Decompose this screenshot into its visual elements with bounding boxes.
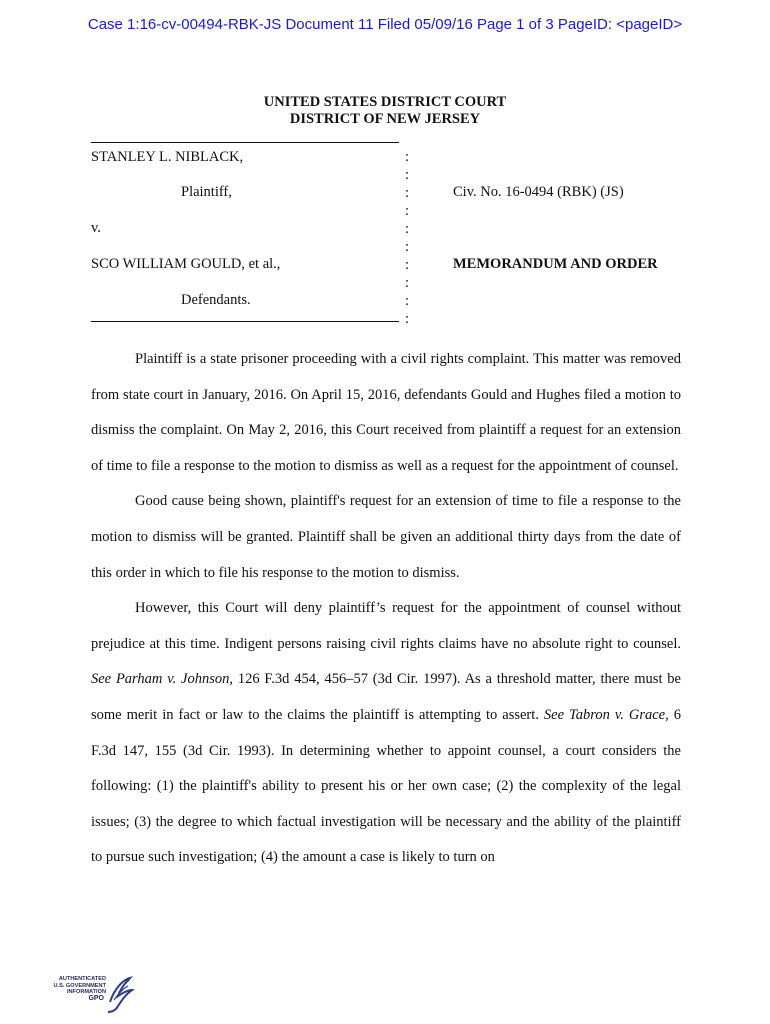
- plaintiff-name: STANLEY L. NIBLACK,: [91, 149, 244, 165]
- gpo-logo-line: INFORMATION: [66, 989, 106, 996]
- plaintiff-role: Plaintiff,: [181, 184, 232, 200]
- case-header: Case 1:16-cv-00494-RBK-JS Document 11 Filed 05/09/16 Page 1 of 3 PageID: <pageID>: [87, 16, 683, 33]
- defendant-name: SCO WILLIAM GOULD, et al.,: [91, 256, 281, 272]
- caption-colon: :: [405, 311, 410, 327]
- document-title: MEMORANDUM AND ORDER: [453, 256, 658, 272]
- gpo-logo-mark: GPO: [88, 994, 104, 1002]
- caption-top-rule: [91, 142, 399, 143]
- caption-colon-column: [405, 148, 415, 328]
- caption-colon: :: [405, 293, 410, 309]
- gpo-logo-line: AUTHENTICATED: [58, 976, 106, 982]
- paragraph-3-text: 6 F.3d 147, 155 (3d Cir. 1993). In determining whether to appoint counsel, a court considers the following: (1) the plaintiff's ability to present his or her own case; (2) the complexity of the legal issues; (3) the degree to which factual investigation will be necessary and the ability of the plaintiff to pursue such investigation; (4) the amount a case is likely to turn on: [91, 706, 682, 866]
- caption-colon: :: [405, 185, 410, 201]
- citation-parham: See Parham v. Johnson,: [91, 671, 233, 688]
- caption-colon: :: [405, 149, 410, 165]
- court-title: [0, 94, 770, 128]
- caption-colon: :: [405, 275, 410, 291]
- gpo-authentication-logo: [44, 972, 134, 1016]
- civil-number: Civ. No. 16-0494 (RBK) (JS): [453, 184, 624, 200]
- versus: v.: [91, 220, 101, 236]
- paragraph-3-text: However, this Court will deny plaintiff’s request for the appointment of counsel without prejudice at this time. Indigent persons raising civil rights claims have no absolute right to counsel.: [91, 600, 681, 652]
- eagle-icon: [44, 972, 134, 1016]
- paragraph-2: Good cause being shown, plaintiff's request for an extension of time to file a response to the motion to dismiss will be granted. Plaintiff shall be given an additional thirty days from the date of this order in which to file his response to the motion to dismiss.: [91, 493, 681, 581]
- defendant-role: Defendants.: [181, 292, 251, 308]
- caption-colon: :: [405, 167, 410, 183]
- caption-colon: :: [405, 257, 410, 273]
- caption-bottom-rule: [91, 321, 399, 322]
- caption-colon: :: [405, 221, 410, 237]
- memorandum-body: [91, 342, 681, 876]
- paragraph-3-text: 126 F.3d 454, 456–57 (3d Cir. 1997). As a threshold matter, there must be some merit in fact or law to the claims the plaintiff is attempting to assert.: [91, 671, 681, 723]
- paragraph-3: [91, 591, 681, 876]
- paragraph-1: Plaintiff is a state prisoner proceeding with a civil rights complaint. This matter was removed from state court in January, 2016. On April 15, 2016, defendants Gould and Hughes filed a motion to dismiss the complaint. On May 2, 2016, this Court received from plaintiff a request for an extension of time to file a response to the motion to dismiss as well as a request for the appointment of counsel.: [91, 351, 681, 474]
- caption-colon: :: [405, 239, 410, 255]
- court-name: UNITED STATES DISTRICT COURT: [263, 94, 507, 110]
- court-district: DISTRICT OF NEW JERSEY: [289, 111, 481, 127]
- caption-colon: :: [405, 203, 410, 219]
- gpo-logo-line: U.S. GOVERNMENT: [53, 982, 106, 989]
- citation-tabron: See Tabron v. Grace,: [543, 706, 669, 723]
